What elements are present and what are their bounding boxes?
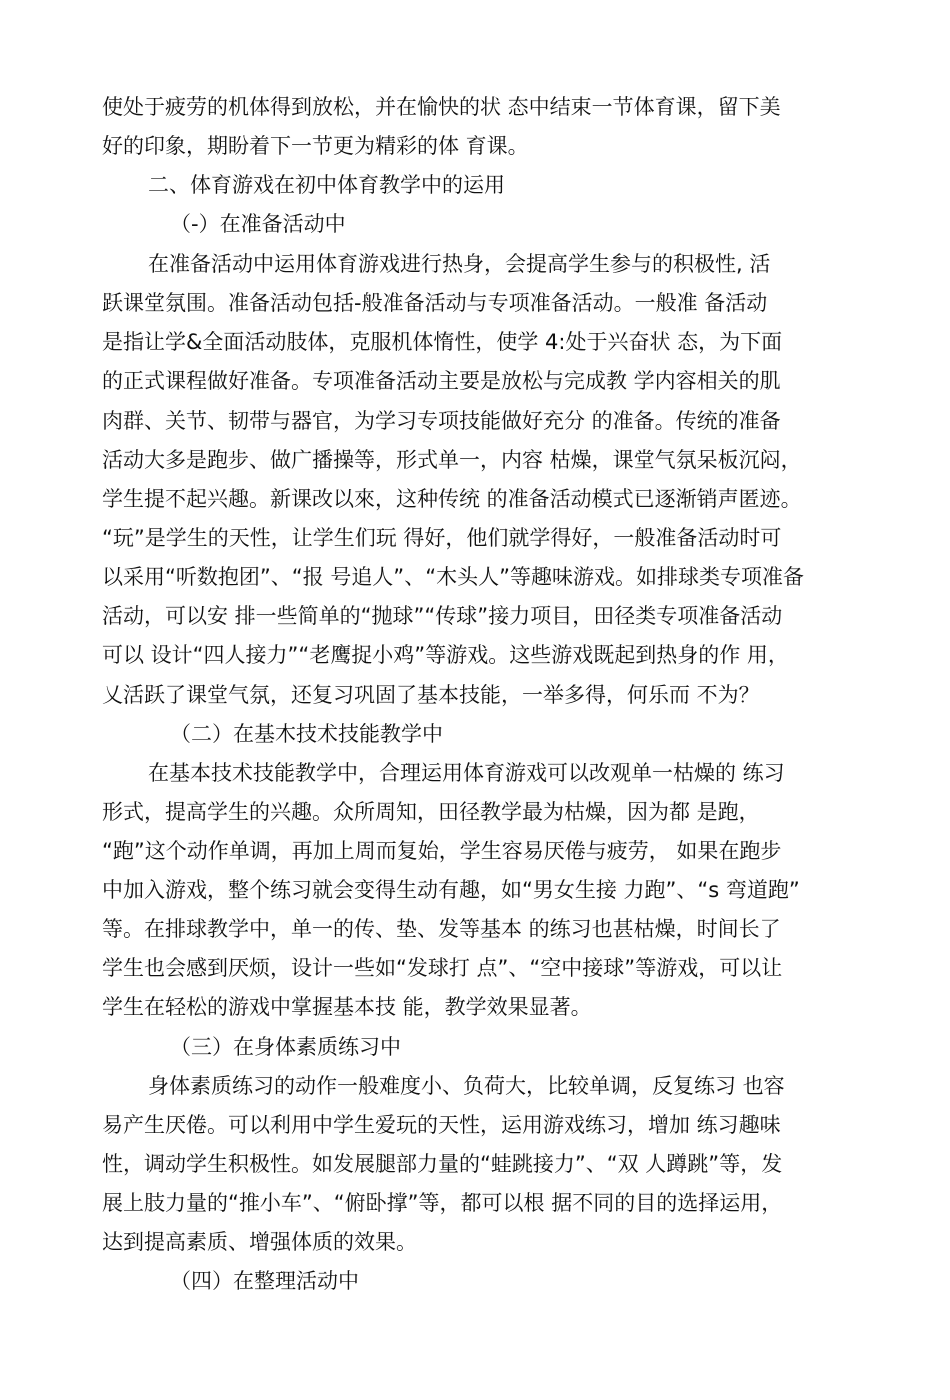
subsection-heading: （三）在身体素质练习中 (170, 1035, 401, 1059)
text-line: 跃课堂氛围。准备活动包括-般准备活动与专项准备活动。一般准 备活动 (102, 291, 768, 315)
subsection-heading: （二）在基木技术技能教学中 (170, 722, 443, 746)
text-line: 乂活跃了课堂气氛，还复习巩固了基本技能，一举多得，何乐而 不为？ (102, 683, 760, 707)
text-line: 易产生厌倦。可以利用中学生爱玩的天性，运用游戏练习，增加 练习趣味 (102, 1113, 781, 1137)
section-heading: 二、体育游戏在初中体育教学中的运用 (148, 173, 505, 197)
text-line: 好的印象，期盼着下一节更为精彩的体 育课。 (102, 134, 529, 158)
text-line: 学生也会感到厌烦，设计一些如“发球打 点”、“空中接球”等游戏，可以让 (102, 956, 783, 980)
text-line: 中加入游戏，整个练习就会变得生动有趣，如“男女生接 力跑”、“s 弯道跑” (102, 878, 800, 902)
text-line: 是指让学&全面活动肢体，克服机体惰性，使学 4:处于兴奋状 态，为下面 (102, 330, 783, 354)
text-line: 身体素质练习的动作一般难度小、负荷大，比较单调，反复练习 也容 (148, 1074, 785, 1098)
text-line: 活动，可以安 排一些简单的“抛球”“传球”接力项目，田径类专项准备活动 (102, 604, 783, 628)
text-line: 肉群、关节、韧带与器官，为学习专项技能做好充分 的准备。传统的准备 (102, 409, 781, 433)
text-line: 等。在排球教学中，单一的传、垫、发等基本 的练习也甚枯燥，时间长了 (102, 917, 781, 941)
text-line: 活动大多是跑步、做广播操等，形式单一，内容 枯燥，课堂气氛呆板沉闷， (102, 448, 802, 472)
text-line: “玩”是学生的天性，让学生们玩 得好，他们就学得好，一般准备活动时可 (102, 526, 782, 550)
subsection-heading: （四）在整理活动中 (170, 1269, 359, 1293)
text-line: 展上肢力量的“推小车”、“俯卧撑”等，都可以根 据不同的目的选择运用， (102, 1191, 783, 1215)
text-line: 在基本技术技能教学中，合理运用体育游戏可以改观单一枯燥的 练习 (148, 761, 785, 785)
text-line: “跑”这个动作单调，再加上周而复始，学生容易厌倦与疲劳， 如果在跑步 (102, 839, 782, 863)
text-line: 学生提不起兴趣。新课改以來，这种传统 的准备活动模式已逐渐销声匿迹。 (102, 487, 802, 511)
text-line: 达到提高素质、增强体质的效果。 (102, 1230, 417, 1254)
text-line: 学生在轻松的游戏中掌握基本技 能，教学效果显著。 (102, 995, 592, 1019)
text-line: 性，调动学生积极性。如发展腿部力量的“蛙跳接力”、“双 人蹲跳”等，发 (102, 1152, 783, 1176)
text-line: 的正式课程做好准备。专项准备活动主要是放松与完成教 学内容相关的肌 (102, 369, 781, 393)
text-line: 以采用“听数抱团”、“报 号追人”、“木头人”等趣味游戏。如排球类专项准备 (102, 565, 804, 589)
text-line: 在准备活动中运用体育游戏进行热身，会提高学生参与的积极性, 活 (148, 252, 771, 276)
text-line: 可以 设计“四人接力”“老鹰捉小鸡”等游戏。这些游戏既起到热身的作 用， (102, 643, 789, 667)
subsection-heading: （-）在准备活动中 (170, 212, 346, 236)
text-line: 使处于疲劳的机体得到放松，并在愉快的状 态中结束一节体育课，留下美 (102, 95, 781, 119)
text-line: 形式，提高学生的兴趣。众所周知，田径教学最为枯燥，因为都 是跑， (102, 800, 760, 824)
